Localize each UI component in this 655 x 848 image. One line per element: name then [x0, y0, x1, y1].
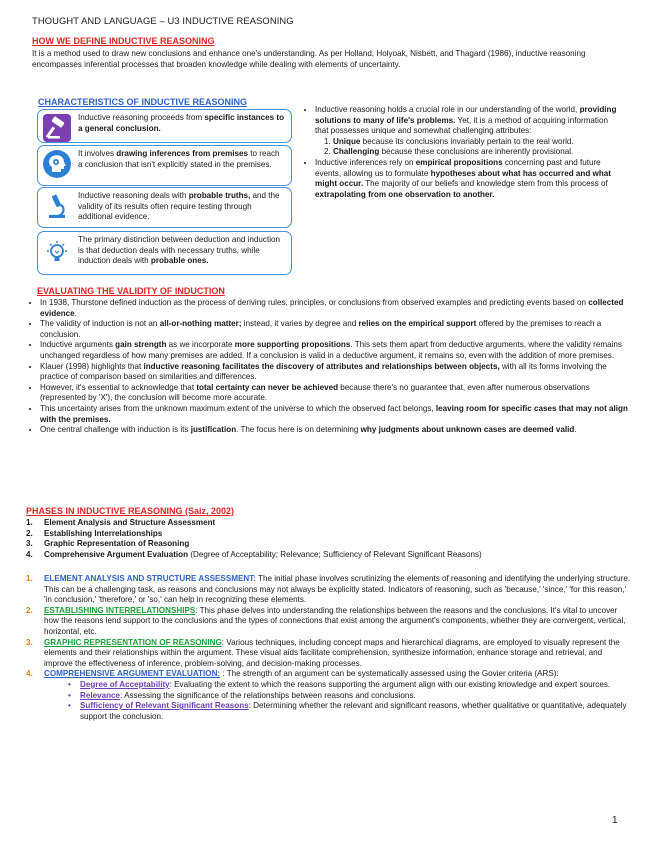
phases-heading: PHASES IN INDUCTIVE REASONING (Saiz, 2002) [26, 506, 235, 516]
validity-bullet-4: • Klauer (1998) highlights that inductive reasoning facilitates the discovery of attributes and relationships between objects, with all its forms involving the practice of comparison based on similarities and differences. [40, 362, 629, 383]
phase-summary-1: 1. Element Analysis and Structure Assessment [26, 518, 216, 527]
microscope-icon [43, 192, 71, 220]
card-1-text: Inductive reasoning proceeds from specific instances to a general conclusion. [78, 113, 285, 133]
definition-text: It is a method used to draw new conclusions and enhance one's understanding. As per Holland, Holyoak, Nisbett, and Thagard (1986), inductive reasoning encompasses inferential processes that broaden knowledge while dealing with elements of uncertainty. [32, 49, 586, 69]
phases-detail [26, 574, 631, 722]
characteristic-card-2 [37, 145, 292, 186]
lightbulb-icon [43, 239, 71, 267]
phases-summary [26, 518, 631, 560]
characteristics-heading: CHARACTERISTICS OF INDUCTIVE REASONING [38, 97, 248, 107]
card-2-text: It involves drawing inferences from premises to reach a conclusion that isn't explicitly stated in the premises. [78, 149, 280, 169]
page-title: THOUGHT AND LANGUAGE – U3 INDUCTIVE REASONING [32, 15, 294, 26]
right-bullet-1: • Inductive reasoning holds a crucial role in our understanding of the world, providing solutions to many of life's problems. Yet, it is a method of acquiring information that possesses unique and somewhat challenging attributes: 1. Unique because its conclusions invariably pertain to the real world. 2. Challenging because these conclusions are inherently provisional. [315, 105, 623, 158]
criterion-3: • Sufficiency of Relevant Significant Reasons: Determining whether the relevant and significant reasons, whether qualitative or quantitative, adequately support the conclusion. [68, 701, 627, 721]
phase-summary-4: 4. Comprehensive Argument Evaluation (Degree of Acceptability; Relevance; Sufficiency of Relevant Significant Reasons) [26, 549, 482, 559]
head-gears-icon [43, 150, 71, 178]
validity-list [26, 298, 629, 436]
right-sub-2: 2. Challenging because these conclusions are inherently provisional. [333, 147, 623, 158]
validity-bullet-2: • The validity of induction is not an all-or-nothing matter; instead, it varies by degree and relies on the empirical support offered by the premises to reach a conclusion. [40, 319, 629, 340]
card-3-text: Inductive reasoning deals with probable truths, and the validity of its results often require testing through additional evidence. [78, 191, 280, 222]
validity-bullet-1: • In 1938, Thurstone defined induction as the process of deriving rules, principles, or conclusions from observed examples and predicting events based on collected evidence. [40, 298, 629, 319]
characteristic-card-1 [37, 109, 292, 143]
card-4-text: The primary distinction between deduction and induction is that deduction deals with necessary truths, while induction deals with probable ones. [78, 235, 281, 266]
phase-detail-1: 1. ELEMENT ANALYSIS AND STRUCTURE ASSESSMENT: The initial phase involves scrutinizing the elements of reasoning and identifying the underlying structure. This can be a challenging task, as reasons and conclusions may not always be explicitly stated. Indicators of reasoning, such as 'because,' 'since,' 'for this reason,' 'in conclusion,' 'therefore,' or 'so,' can help in recognizing these elements. [26, 574, 631, 605]
phase-detail-2: 2. ESTABLISHING INTERRELATIONSHIPS: This phase delves into understanding the relationships between the reasons and the conclusions. It's vital to uncover how the reasons lend support to the conclusions and the types of connections that exist among the argument's components, whether they are convergent, vertical, horizontal, etc. [26, 605, 626, 636]
phase-detail-3: 3. GRAPHIC REPRESENTATION OF REASONING: Various techniques, including concept maps and hierarchical diagrams, are employed to visually represent the elements and their relationships within the argument. These visual aids facilitate comprehension, synthesize information, enhance storage and retrieval, and improve the effectiveness of inference, problem-solving, and decision-making processes. [26, 637, 620, 668]
right-bullet-2: • Inductive inferences rely on empirical propositions concerning past and future events, allowing us to formulate hypotheses about what has occurred and what might occur. The majority of our beliefs and knowledge stem from this process of extrapolating from one observation to another. [315, 158, 623, 200]
characteristics-right-column [301, 105, 623, 200]
right-sub-1: 1. Unique because its conclusions invariably pertain to the real world. [333, 137, 623, 148]
validity-heading: EVALUATING THE VALIDITY OF INDUCTION [37, 286, 225, 296]
validity-bullet-5: • However, it's essential to acknowledge that total certainty can never be achieved because there's no guarantee that, even after numerous observations (represented by 'X'), the conclusion will become more accurate. [40, 383, 629, 404]
criterion-2: • Relevance: Assessing the significance of the relationships between reasons and conclusions. [68, 690, 416, 700]
phase-summary-3: 3. Graphic Representation of Reasoning [26, 539, 190, 549]
page-number: 1 [612, 815, 618, 826]
characteristic-card-3 [37, 187, 292, 228]
characteristic-card-4 [37, 231, 292, 275]
phase-detail-4: 4. COMPREHENSIVE ARGUMENT EVALUATION: : The strength of an argument can be systematically assessed using the Govier criteria (ARS): • Degree of Acceptability: Evaluating the extent to which the reasons supporting the argument align with our existing knowledge and expert sources. • Relevance: Assessing the significance of the relationships between reasons and conclusions. • Sufficiency of Relevant Significant Reasons: Determining whether the relevant and significant reasons, whether qualitative or quantitative, adequately support the conclusion. [26, 669, 631, 722]
validity-bullet-3: • Inductive arguments gain strength as we incorporate more supporting propositions. This sets them apart from deductive arguments, where the validity remains unchanged regardless of how many premises are added. If a conclusion is valid in a deductive argument, it remains so, even with the addition of more premises. [40, 340, 629, 361]
validity-bullet-7: • One central challenge with induction is its justification. The focus here is on determining why judgments about unknown cases are deemed valid. [40, 425, 629, 436]
definition-heading: HOW WE DEFINE INDUCTIVE REASONING [32, 36, 215, 46]
criterion-1: • Degree of Acceptability: Evaluating the extent to which the reasons supporting the argument align with our existing knowledge and expert sources. [68, 679, 611, 689]
phase-summary-2: 2. Establishing Interrelationships [26, 528, 163, 538]
gavel-icon [43, 114, 71, 142]
validity-bullet-6: • This uncertainty arises from the unknown maximum extent of the universe to which the observed fact belongs, leaving room for specific cases that may not align with the premises. [40, 404, 629, 425]
